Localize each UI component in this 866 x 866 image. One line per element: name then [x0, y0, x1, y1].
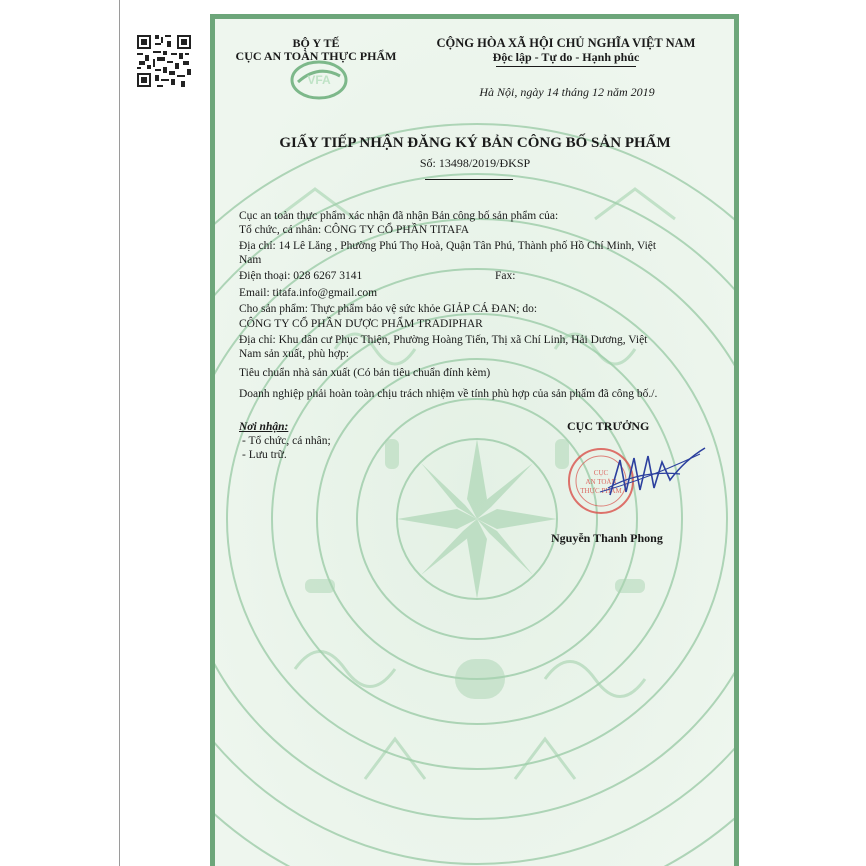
body-line-4: Nam	[239, 254, 262, 266]
qr-code	[135, 33, 193, 89]
signer-role: CỤC TRƯỞNG	[567, 419, 650, 433]
signer-name: Nguyễn Thanh Phong	[551, 531, 663, 545]
title-underline	[425, 179, 513, 180]
product-line: Cho sản phẩm: Thực phẩm bảo vệ sức khỏe GIẢP CÁ ĐAN; do:	[239, 303, 538, 315]
email-line: Email: titafa.info@gmail.com	[239, 287, 378, 299]
svg-text:CỤC: CỤC	[593, 469, 609, 477]
manufacturer-address-1: Địa chỉ: Khu dân cư Phục Thiện, Phường Hoàng Tiến, Thị xã Chí Linh, Hải Dương, Việt	[239, 334, 648, 346]
handwritten-signature	[590, 440, 710, 510]
ministry-name: BỘ Y TẾ	[292, 36, 340, 50]
recipient-1: - Tổ chức, cá nhân;	[242, 435, 331, 447]
responsibility-line: Doanh nghiệp phải hoàn toàn chịu trách nhiệm về tính phù hợp của sản phẩm đã công bố./.	[239, 388, 658, 400]
recipient-2: - Lưu trữ.	[242, 449, 287, 461]
svg-text:THỰC PHẨM: THỰC PHẨM	[580, 487, 622, 495]
national-motto: Độc lập - Tự do - Hạnh phúc	[492, 50, 640, 64]
document-title: GIẤY TIẾP NHẬN ĐĂNG KÝ BẢN CÔNG BỐ SẢN PHẨM	[279, 135, 671, 151]
body-line-3: Địa chỉ: 14 Lê Lăng , Phường Phú Thọ Hoà, Quận Tân Phú, Thành phố Hồ Chí Minh, Việt	[239, 240, 657, 252]
country-name: CỘNG HÒA XÃ HỘI CHỦ NGHĨA VIỆT NAM	[436, 36, 696, 50]
fax-label: Fax:	[495, 270, 516, 282]
place-and-date: Hà Nội, ngày 14 tháng 12 năm 2019	[479, 85, 655, 99]
registration-number: Số: 13498/2019/ĐKSP	[419, 156, 531, 170]
body-line-2: Tổ chức, cá nhân: CÔNG TY CỔ PHẦN TITAFA	[239, 224, 470, 236]
motto-underline	[496, 66, 636, 67]
manufacturer-line: CÔNG TY CỔ PHẦN DƯỢC PHẨM TRADIPHAR	[239, 318, 483, 330]
logo-text: VFA	[307, 73, 331, 87]
body-line-1: Cục an toàn thực phẩm xác nhận đã nhận Bản công bố sản phẩm của:	[239, 210, 559, 222]
standard-line: Tiêu chuẩn nhà sản xuất (Có bản tiêu chuẩn đính kèm)	[239, 367, 491, 379]
page-divider-line	[119, 0, 120, 866]
manufacturer-address-2: Nam sản xuất, phù hợp:	[239, 348, 349, 360]
recipients-label: Nơi nhận:	[239, 421, 289, 433]
phone-line: Điện thoại: 028 6267 3141	[239, 270, 363, 282]
svg-text:AN TOÀN: AN TOÀN	[585, 478, 617, 486]
agency-name: CỤC AN TOÀN THỰC PHẨM	[235, 49, 397, 63]
